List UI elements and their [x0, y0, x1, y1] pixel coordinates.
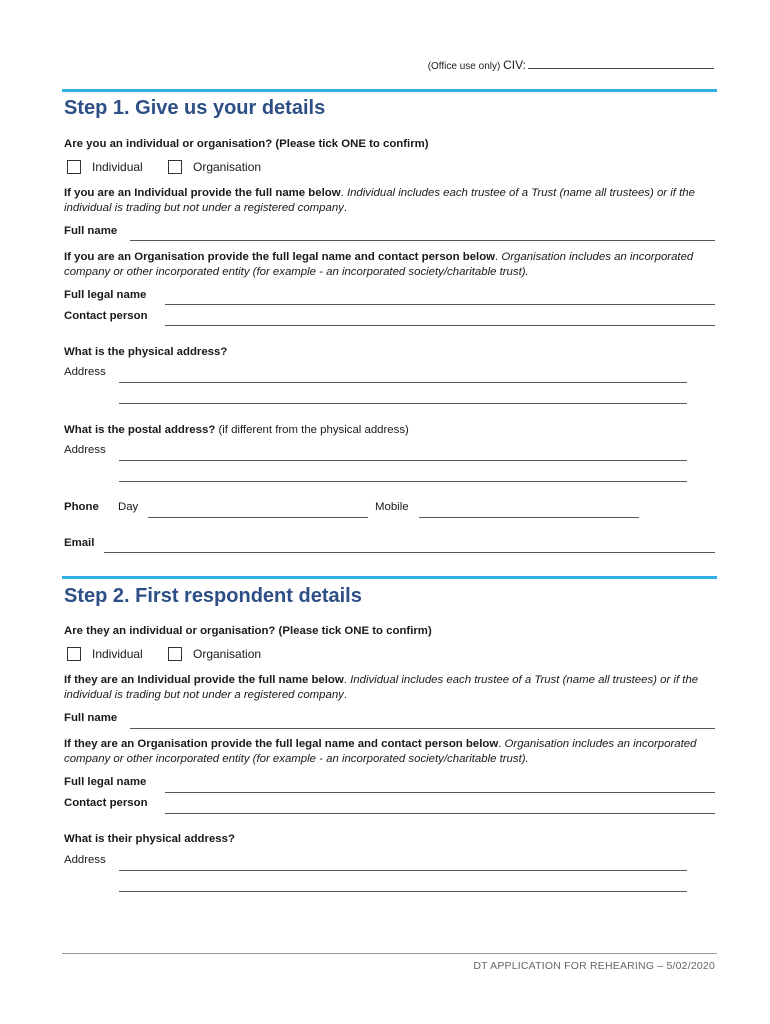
- step1-rule: [62, 89, 717, 92]
- step1-postal-address-label: Address: [64, 444, 106, 456]
- step2-address-line-1[interactable]: [119, 870, 687, 871]
- civ-label: CIV:: [503, 58, 526, 72]
- step1-organisation-checkbox[interactable]: [168, 160, 182, 174]
- footer-text: DT APPLICATION FOR REHEARING – 5/02/2020: [473, 960, 715, 972]
- step1-postal-question-bold: What is the postal address?: [64, 424, 216, 436]
- step1-mobile-field[interactable]: [419, 517, 639, 518]
- step1-email-field[interactable]: [104, 552, 715, 553]
- step2-individual-instruction-bold: If they are an Individual provide the full name below: [64, 674, 344, 686]
- step1-address-line-1[interactable]: [119, 382, 687, 383]
- step1-title: Step 1. Give us your details: [64, 97, 326, 119]
- step2-address-line-2[interactable]: [119, 891, 687, 892]
- step2-individual-label: Individual: [92, 647, 143, 661]
- step1-address-line-2[interactable]: [119, 403, 687, 404]
- step1-postal-address-question: [64, 424, 409, 436]
- step1-postal-question-rest: (if different from the physical address): [218, 424, 409, 436]
- step1-contact-person-field[interactable]: [165, 325, 715, 326]
- step2-contact-person-label: Contact person: [64, 797, 148, 809]
- step2-full-name-label: Full name: [64, 712, 118, 724]
- step1-individual-instruction-italic: Individual includes each trustee of a Trust (name all trustees) or if the individual is trading but not under a registered company: [64, 187, 695, 214]
- step2-question: Are they an individual or organisation? (Please tick ONE to confirm): [64, 625, 432, 637]
- step1-mobile-label: Mobile: [375, 501, 409, 513]
- office-use-label: (Office use only): [427, 61, 501, 72]
- step2-title: Step 2. First respondent details: [64, 585, 362, 607]
- civ-field[interactable]: [528, 68, 714, 69]
- step1-individual-instruction-bold: If you are an Individual provide the full name below: [64, 187, 341, 199]
- step1-full-legal-name-label: Full legal name: [64, 289, 147, 301]
- step2-contact-person-field[interactable]: [165, 813, 715, 814]
- step1-address-label: Address: [64, 366, 106, 378]
- step1-question: Are you an individual or organisation? (Please tick ONE to confirm): [64, 138, 429, 150]
- step1-full-name-label: Full name: [64, 225, 118, 237]
- step1-individual-label: Individual: [92, 160, 143, 174]
- step2-org-instructions: If they are an Organisation provide the full legal name and contact person below. Organisation includes an incorporated company or other incorporated entity (for example - an incorporated society/charitable trust).: [64, 738, 697, 765]
- step2-organisation-label: Organisation: [193, 647, 262, 661]
- step2-individual-instructions: If they are an Individual provide the full name below. Individual includes each trustee of a Trust (name all trustees) or if the individual is trading but not under a registered company.: [64, 674, 699, 701]
- step1-individual-instructions: If you are an Individual provide the full name below. Individual includes each trustee of a Trust (name all trustees) or if the individual is trading but not under a registered company.: [64, 187, 695, 214]
- step2-organisation-checkbox[interactable]: [168, 647, 182, 661]
- step1-org-instruction-italic: Organisation includes an incorporated company or other incorporated entity (for example - an incorporated society/charitable trust).: [64, 251, 694, 278]
- step2-individual-instruction-italic: Individual includes each trustee of a Trust (name all trustees) or if the individual is trading but not under a registered company: [64, 674, 699, 701]
- footer-rule: [62, 953, 717, 954]
- step1-email-label: Email: [64, 537, 95, 549]
- step1-postal-address-line-1[interactable]: [119, 460, 687, 461]
- step2-address-label: Address: [64, 854, 106, 866]
- step1-org-instructions: If you are an Organisation provide the full legal name and contact person below. Organisation includes an incorporated company or other incorporated entity (for example - an incorporated society/charitable trust).: [64, 251, 694, 278]
- step1-physical-address-question: What is the physical address?: [64, 346, 228, 358]
- step1-phone-label: Phone: [64, 501, 99, 513]
- step1-individual-checkbox[interactable]: [67, 160, 81, 174]
- step1-day-phone-field[interactable]: [148, 517, 368, 518]
- step1-postal-address-line-2[interactable]: [119, 481, 687, 482]
- step2-individual-checkbox[interactable]: [67, 647, 81, 661]
- step1-contact-person-label: Contact person: [64, 310, 148, 322]
- step2-org-instruction-bold: If they are an Organisation provide the full legal name and contact person below: [64, 738, 499, 750]
- step1-full-legal-name-field[interactable]: [165, 304, 715, 305]
- step1-day-label: Day: [118, 501, 139, 513]
- step2-physical-address-question: What is their physical address?: [64, 833, 235, 845]
- step2-full-legal-name-field[interactable]: [165, 792, 715, 793]
- step1-full-name-field[interactable]: [130, 240, 715, 241]
- step2-full-name-field[interactable]: [130, 728, 715, 729]
- office-use-note: [428, 58, 714, 72]
- step2-rule: [62, 576, 717, 579]
- step2-org-instruction-italic: Organisation includes an incorporated company or other incorporated entity (for example - an incorporated society/charitable trust).: [64, 738, 697, 765]
- step1-organisation-label: Organisation: [193, 160, 262, 174]
- step1-org-instruction-bold: If you are an Organisation provide the full legal name and contact person below: [64, 251, 496, 263]
- step2-full-legal-name-label: Full legal name: [64, 776, 147, 788]
